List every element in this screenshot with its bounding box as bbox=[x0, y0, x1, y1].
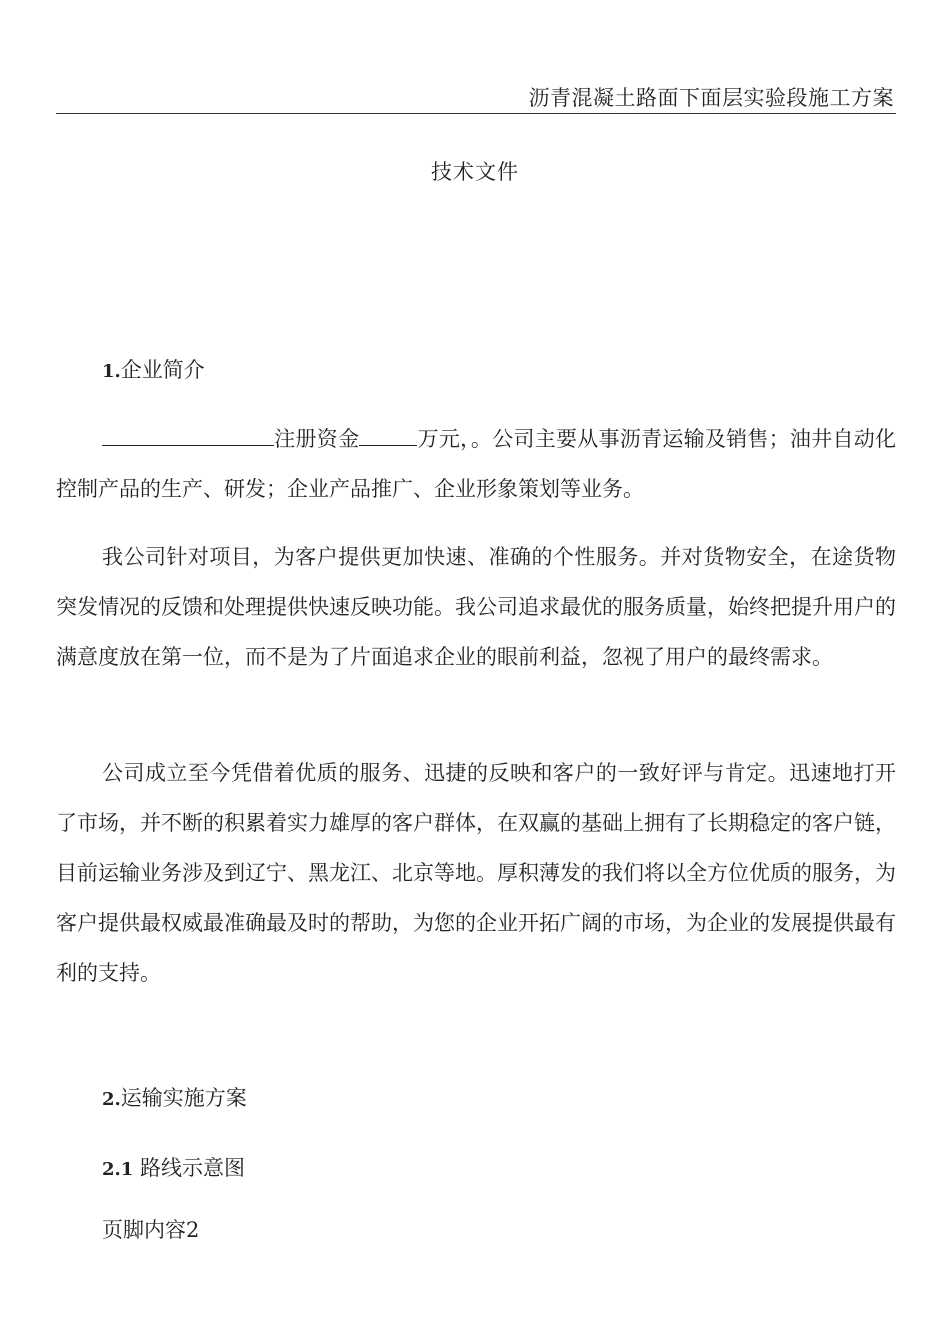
section-2-1-title: 路线示意图 bbox=[140, 1156, 246, 1180]
running-header-title: 沥青混凝土路面下面层实验段施工方案 bbox=[528, 86, 894, 110]
registered-capital-blank bbox=[359, 423, 417, 446]
section-1-title: 企业简介 bbox=[120, 358, 205, 382]
section-2-heading bbox=[102, 1082, 247, 1112]
paragraph-history: 公司成立至今凭借着优质的服务、迅捷的反映和客户的一致好评与肯定。迅速地打开了市场，并不断的积累着实力雄厚的客户群体，在双赢的基础上拥有了长期稳定的客户链，目前运输业务涉及到辽宁、黑龙江、北京等地。厚积薄发的我们将以全方位优质的服务，为客户提供最权威最准确最及时的帮助，为您的企业开拓广阔的市场，为企业的发展提供最有利的支持。 bbox=[56, 761, 896, 985]
running-header bbox=[56, 78, 896, 114]
paragraph-service: 我公司针对项目，为客户提供更加快速、准确的个性服务。并对货物安全，在途货物突发情况的反馈和处理提供快速反映功能。我公司追求最优的服务质量，始终把提升用户的满意度放在第一位，而不是为了片面追求企业的眼前利益，忽视了用户的最终需求。 bbox=[56, 545, 896, 669]
section-1-number: 1. bbox=[102, 361, 121, 382]
paragraph-company-intro bbox=[56, 414, 896, 514]
section-2-title: 运输实施方案 bbox=[120, 1086, 247, 1110]
section-2-1-heading bbox=[102, 1152, 245, 1182]
section-2-1-number: 2.1 bbox=[102, 1159, 134, 1180]
registered-capital-label: 注册资金 bbox=[274, 427, 360, 451]
document-title: 技术文件 bbox=[431, 160, 519, 184]
company-business-text: 万元，。公司主要从事沥青运输及销售；油井自动化控制产品的生产、研发；企业产品推广、企业形象策划等业务。 bbox=[56, 427, 897, 501]
page-footer: 页脚内容2 bbox=[102, 1218, 200, 1242]
section-2-number: 2. bbox=[102, 1089, 121, 1110]
company-name-blank bbox=[102, 423, 274, 446]
section-1-heading bbox=[102, 354, 205, 384]
